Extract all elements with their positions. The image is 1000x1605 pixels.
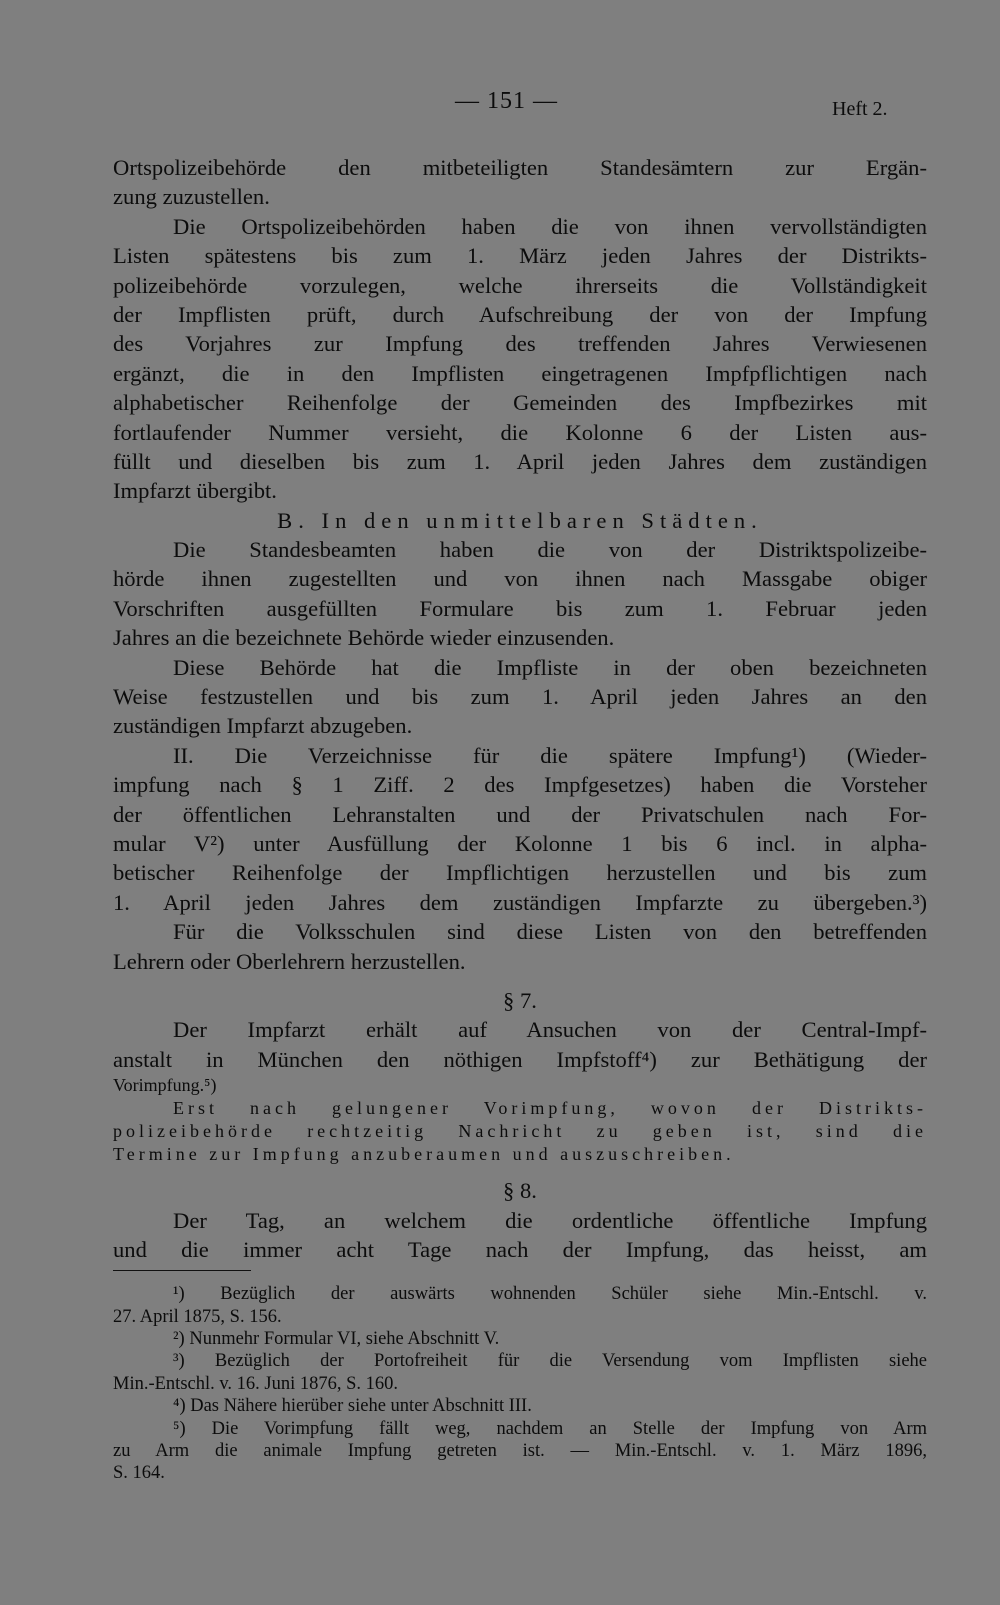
- text-line: Lehrern oder Oberlehrern herzustellen.: [113, 948, 466, 974]
- footnote-line: ²) Nunmehr Formular VI, siehe Abschnitt V.: [173, 1329, 500, 1350]
- page-header: [0, 88, 1000, 128]
- text-line: anstalt in München den nöthigen Impfstoff⁴) zur Bethätigung der: [113, 1046, 927, 1072]
- footnote-divider: [113, 1270, 251, 1271]
- footnote-line: 27. April 1875, S. 156.: [113, 1306, 282, 1327]
- text-line: des Vorjahres zur Impfung des treffenden Jahres Verwiesenen: [113, 331, 927, 357]
- text-line: Die Ortspolizeibehörden haben die von ihnen vervollständigten: [173, 213, 927, 239]
- footnote-line: S. 164.: [113, 1463, 165, 1484]
- text-line: Vorschriften ausgefüllten Formulare bis zum 1. Februar jeden: [113, 595, 927, 621]
- text-line: Erst nach gelungener Vorimpfung, wovon der Distrikts-: [173, 1098, 927, 1119]
- text-line: Der Impfarzt erhält auf Ansuchen von der Central-Impf-: [173, 1017, 927, 1043]
- text-line: polizeibehörde rechtzeitig Nachricht zu geben ist, sind die: [113, 1121, 927, 1142]
- text-line: Die Standesbeamten haben die von der Distriktspolizeibe-: [173, 537, 927, 563]
- text-line: ergänzt, die in den Impflisten eingetragenen Impfpflichtigen nach: [113, 360, 927, 386]
- text-line: impfung nach § 1 Ziff. 2 des Impfgesetzes) haben die Vorsteher: [113, 772, 927, 798]
- text-line: Jahres an die bezeichnete Behörde wieder einzusenden.: [113, 625, 615, 651]
- body-text: [113, 153, 927, 1485]
- text-line: Weise festzustellen und bis zum 1. April jeden Jahres an den: [113, 684, 927, 710]
- section-heading: § 7.: [503, 987, 537, 1013]
- text-line: der öffentlichen Lehranstalten und der Privatschulen nach For-: [113, 801, 927, 827]
- text-line: alphabetischer Reihenfolge der Gemeinden des Impfbezirkes mit: [113, 390, 927, 416]
- text-line: zung zuzustellen.: [113, 184, 270, 210]
- footnote-line: ⁵) Die Vorimpfung fällt weg, nachdem an Stelle der Impfung von Arm: [173, 1418, 927, 1439]
- text-line: 1. April jeden Jahres dem zuständigen Impfarzte zu übergeben.³): [113, 889, 927, 915]
- text-line: Für die Volksschulen sind diese Listen von den betreffenden: [173, 919, 927, 945]
- section-heading: § 8.: [503, 1178, 537, 1204]
- text-line: betischer Reihenfolge der Impflichtigen herzustellen und bis zum: [113, 860, 927, 886]
- text-line: II. Die Verzeichnisse für die spätere Impfung¹) (Wieder-: [173, 742, 927, 768]
- section-heading: B. In den unmittelbaren Städten.: [277, 507, 763, 533]
- footnote-line: Min.-Entschl. v. 16. Juni 1876, S. 160.: [113, 1373, 399, 1394]
- footnote-line: zu Arm die animale Impfung getreten ist. — Min.-Entschl. v. 1. März 1896,: [113, 1441, 927, 1462]
- text-line: zuständigen Impfarzt abzugeben.: [113, 713, 413, 739]
- text-line: Listen spätestens bis zum 1. März jeden Jahres der Distrikts-: [113, 243, 927, 269]
- text-line: Der Tag, an welchem die ordentliche öffentliche Impfung: [173, 1207, 927, 1233]
- footnote-line: ³) Bezüglich der Portofreiheit für die Versendung vom Impflisten siehe: [173, 1351, 927, 1372]
- text-line: Ortspolizeibehörde den mitbeteiligten Standesämtern zur Ergän-: [113, 155, 927, 180]
- text-line: der Impflisten prüft, durch Aufschreibung der von der Impfung: [113, 301, 927, 327]
- text-line: füllt und dieselben bis zum 1. April jeden Jahres dem zuständigen: [113, 448, 927, 474]
- text-line: Vorimpfung.⁵): [113, 1075, 217, 1096]
- footnote-line: ⁴) Das Nähere hierüber siehe unter Abschnitt III.: [173, 1396, 532, 1417]
- issue-label: Heft 2.: [832, 98, 888, 120]
- text-line: fortlaufender Nummer versieht, die Kolonne 6 der Listen aus-: [113, 419, 927, 445]
- spacer: [113, 976, 927, 986]
- footnote-line: ¹) Bezüglich der auswärts wohnenden Schüler siehe Min.-Entschl. v.: [173, 1284, 927, 1305]
- text-line: Termine zur Impfung anzuberaumen und auszuschreiben.: [113, 1144, 735, 1165]
- page-number: — 151 —: [455, 88, 558, 114]
- text-line: mular V²) unter Ausfüllung der Kolonne 1 bis 6 incl. in alpha-: [113, 830, 927, 856]
- spacer: [113, 1166, 927, 1176]
- text-line: hörde ihnen zugestellten und von ihnen nach Massgabe obiger: [113, 566, 927, 592]
- text-line: Impfarzt übergibt.: [113, 478, 277, 504]
- text-line: polizeibehörde vorzulegen, welche ihrerseits die Vollständigkeit: [113, 272, 927, 298]
- text-line: Diese Behörde hat die Impfliste in der oben bezeichneten: [173, 654, 927, 680]
- text-line: und die immer acht Tage nach der Impfung, das heisst, am: [113, 1236, 927, 1262]
